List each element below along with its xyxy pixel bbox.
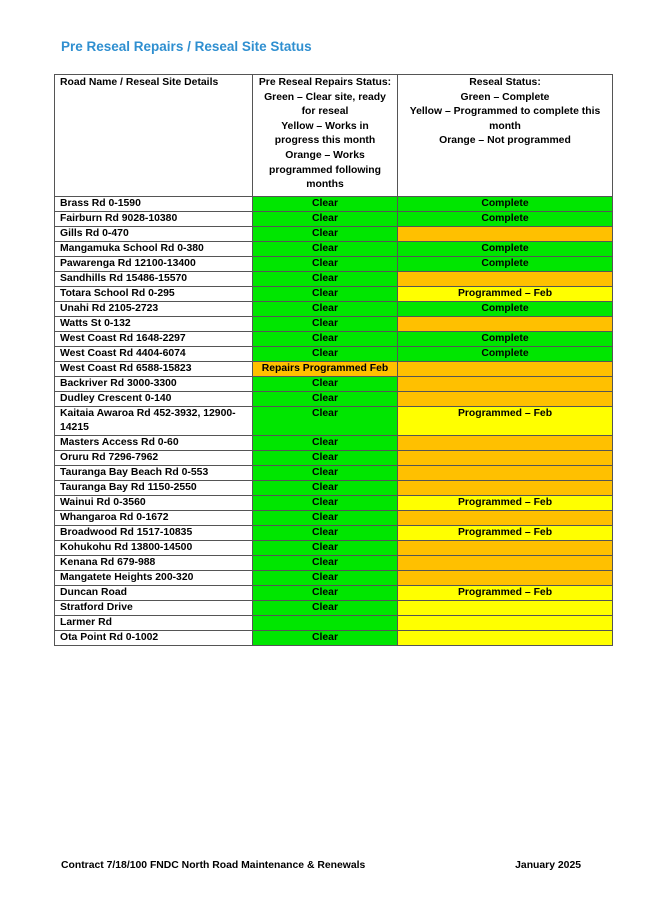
header-line: month: [489, 120, 521, 132]
table-row: [55, 525, 613, 540]
reseal-status-cell: [398, 465, 613, 480]
road-name-cell: Larmer Rd: [55, 615, 253, 630]
reseal-status-cell: [398, 361, 613, 376]
table-row: [55, 301, 613, 316]
table-header-row: [55, 75, 613, 197]
pre-reseal-status-cell: Clear: [253, 406, 398, 435]
reseal-status-cell: [398, 316, 613, 331]
reseal-status-cell: [398, 615, 613, 630]
reseal-status-cell: Programmed – Feb: [398, 525, 613, 540]
pre-reseal-status-cell: Clear: [253, 211, 398, 226]
pre-reseal-status-cell: Clear: [253, 600, 398, 615]
road-name-cell: Broadwood Rd 1517-10835: [55, 525, 253, 540]
pre-reseal-status-cell: [253, 615, 398, 630]
header-reseal: [398, 75, 613, 197]
reseal-status-cell: [398, 555, 613, 570]
table-row: [55, 465, 613, 480]
pre-reseal-status-cell: Repairs Programmed Feb: [253, 361, 398, 376]
header-road: Road Name / Reseal Site Details: [55, 75, 253, 197]
road-name-cell: Pawarenga Rd 12100-13400: [55, 256, 253, 271]
road-name-cell: Kohukohu Rd 13800-14500: [55, 540, 253, 555]
pre-reseal-status-cell: Clear: [253, 570, 398, 585]
pre-reseal-status-cell: Clear: [253, 376, 398, 391]
pre-reseal-status-cell: Clear: [253, 196, 398, 211]
reseal-status-cell: [398, 376, 613, 391]
reseal-status-cell: [398, 435, 613, 450]
road-name-cell: West Coast Rd 6588-15823: [55, 361, 253, 376]
pre-reseal-status-cell: Clear: [253, 555, 398, 570]
road-name-cell: Backriver Rd 3000-3300: [55, 376, 253, 391]
status-table: [54, 74, 613, 646]
pre-reseal-status-cell: Clear: [253, 540, 398, 555]
road-name-cell: Stratford Drive: [55, 600, 253, 615]
table-row: [55, 361, 613, 376]
road-name-cell: Kenana Rd 679-988: [55, 555, 253, 570]
footer-contract: Contract 7/18/100 FNDC North Road Maintenance & Renewals: [61, 860, 366, 871]
road-name-cell: Totara School Rd 0-295: [55, 286, 253, 301]
pre-reseal-status-cell: Clear: [253, 241, 398, 256]
reseal-status-cell: [398, 271, 613, 286]
road-name-cell: Tauranga Bay Beach Rd 0-553: [55, 465, 253, 480]
header-line: Yellow – Programmed to complete this: [409, 106, 601, 118]
pre-reseal-status-cell: Clear: [253, 435, 398, 450]
road-name-cell: Unahi Rd 2105-2723: [55, 301, 253, 316]
road-name-cell: Tauranga Bay Rd 1150-2550: [55, 480, 253, 495]
pre-reseal-status-cell: Clear: [253, 301, 398, 316]
header-line: Green – Complete: [460, 91, 550, 103]
header-line: Pre Reseal Repairs Status:: [258, 77, 392, 88]
reseal-status-cell: Programmed – Feb: [398, 406, 613, 435]
pre-reseal-status-cell: Clear: [253, 391, 398, 406]
reseal-status-cell: Complete: [398, 331, 613, 346]
table-row: [55, 241, 613, 256]
road-name-cell: Sandhills Rd 15486-15570: [55, 271, 253, 286]
pre-reseal-status-cell: Clear: [253, 630, 398, 645]
reseal-status-cell: Programmed – Feb: [398, 495, 613, 510]
pre-reseal-status-cell: Clear: [253, 331, 398, 346]
pre-reseal-status-cell: Clear: [253, 450, 398, 465]
pre-reseal-status-cell: Clear: [253, 495, 398, 510]
header-line: Orange – Not programmed: [439, 135, 571, 147]
pre-reseal-status-cell: Clear: [253, 585, 398, 600]
table-row: [55, 256, 613, 271]
table-row: [55, 510, 613, 525]
pre-reseal-status-cell: Clear: [253, 510, 398, 525]
table-row: [55, 391, 613, 406]
road-name-cell: Ota Point Rd 0-1002: [55, 630, 253, 645]
road-name-cell: Mangamuka School Rd 0-380: [55, 241, 253, 256]
pre-reseal-status-cell: Clear: [253, 480, 398, 495]
footer-date: January 2025: [515, 860, 581, 871]
pre-reseal-status-cell: Clear: [253, 226, 398, 241]
header-line: Green – Clear site, ready: [264, 91, 386, 103]
road-name-cell: Duncan Road: [55, 585, 253, 600]
table-row: [55, 211, 613, 226]
table-row: [55, 615, 613, 630]
table-row: [55, 196, 613, 211]
road-name-cell: Dudley Crescent 0-140: [55, 391, 253, 406]
table-row: [55, 480, 613, 495]
road-name-cell: Mangatete Heights 200-320: [55, 570, 253, 585]
pre-reseal-status-cell: Clear: [253, 465, 398, 480]
header-line: programmed following: [269, 164, 381, 176]
table-row: [55, 600, 613, 615]
road-name-cell: Brass Rd 0-1590: [55, 196, 253, 211]
header-line: progress this month: [274, 135, 376, 147]
table-row: [55, 555, 613, 570]
reseal-status-cell: [398, 450, 613, 465]
reseal-status-cell: [398, 540, 613, 555]
road-name-cell: West Coast Rd 1648-2297: [55, 331, 253, 346]
reseal-status-cell: Complete: [398, 241, 613, 256]
reseal-status-cell: [398, 480, 613, 495]
table-row: [55, 630, 613, 645]
reseal-status-cell: Complete: [398, 346, 613, 361]
header-line: Orange – Works: [285, 149, 365, 161]
road-name-cell: Wainui Rd 0-3560: [55, 495, 253, 510]
page-title: Pre Reseal Repairs / Reseal Site Status: [61, 39, 312, 54]
pre-reseal-status-cell: Clear: [253, 316, 398, 331]
reseal-status-cell: Complete: [398, 301, 613, 316]
table-row: [55, 346, 613, 361]
table-row: [55, 226, 613, 241]
pre-reseal-status-cell: Clear: [253, 286, 398, 301]
road-name-cell: Gills Rd 0-470: [55, 226, 253, 241]
table-row: [55, 435, 613, 450]
table-row: [55, 406, 613, 435]
road-name-cell: Oruru Rd 7296-7962: [55, 450, 253, 465]
reseal-status-cell: [398, 570, 613, 585]
table-row: [55, 286, 613, 301]
pre-reseal-status-cell: Clear: [253, 346, 398, 361]
table-row: [55, 271, 613, 286]
reseal-status-cell: [398, 510, 613, 525]
reseal-status-cell: Complete: [398, 196, 613, 211]
reseal-status-cell: [398, 630, 613, 645]
table-row: [55, 376, 613, 391]
table-row: [55, 540, 613, 555]
header-line: Reseal Status:: [469, 77, 541, 88]
reseal-status-cell: Programmed – Feb: [398, 585, 613, 600]
table-row: [55, 316, 613, 331]
table-row: [55, 570, 613, 585]
pre-reseal-status-cell: Clear: [253, 271, 398, 286]
reseal-status-cell: [398, 391, 613, 406]
road-name-cell: Fairburn Rd 9028-10380: [55, 211, 253, 226]
road-name-cell: Whangaroa Rd 0-1672: [55, 510, 253, 525]
header-pre-reseal: [253, 75, 398, 197]
road-name-cell: Masters Access Rd 0-60: [55, 435, 253, 450]
reseal-status-cell: Programmed – Feb: [398, 286, 613, 301]
pre-reseal-status-cell: Clear: [253, 525, 398, 540]
pre-reseal-status-cell: Clear: [253, 256, 398, 271]
reseal-status-cell: Complete: [398, 211, 613, 226]
road-name-cell: West Coast Rd 4404-6074: [55, 346, 253, 361]
table-row: [55, 495, 613, 510]
table-row: [55, 331, 613, 346]
reseal-status-cell: Complete: [398, 256, 613, 271]
road-name-cell: Kaitaia Awaroa Rd 452-3932, 12900-14215: [55, 406, 253, 435]
header-line: for reseal: [301, 106, 349, 118]
road-name-cell: Watts St 0-132: [55, 316, 253, 331]
table-row: [55, 450, 613, 465]
header-line: months: [306, 179, 344, 191]
reseal-status-cell: [398, 226, 613, 241]
header-line: Yellow – Works in: [281, 120, 369, 132]
reseal-status-cell: [398, 600, 613, 615]
table-row: [55, 585, 613, 600]
